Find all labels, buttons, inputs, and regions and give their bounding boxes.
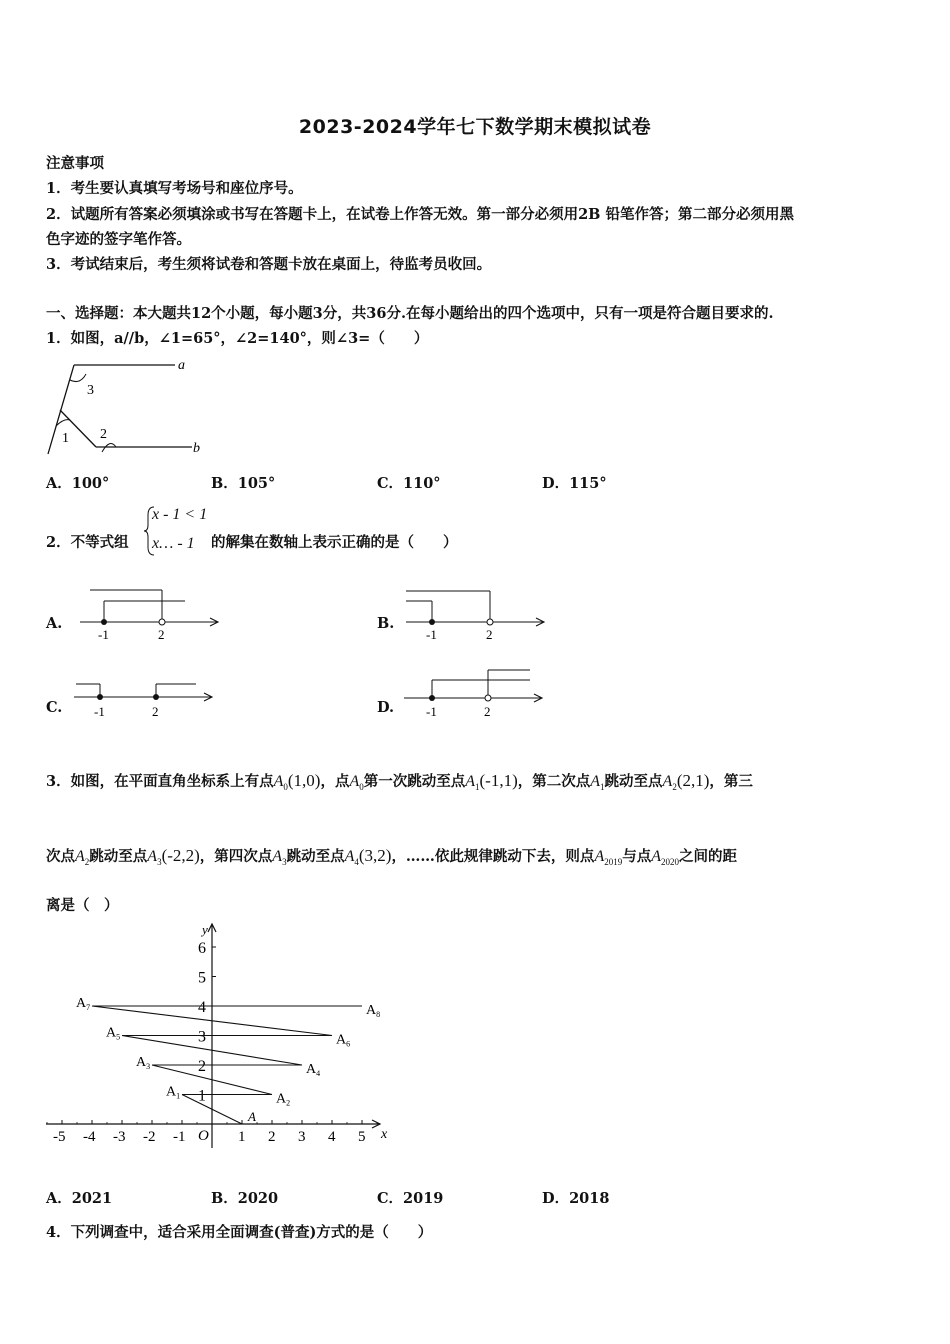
x-tick-label: 5	[358, 1129, 366, 1145]
q2-number-line-c	[70, 672, 230, 728]
x-tick-label: -4	[83, 1129, 96, 1145]
tick-left: -1	[426, 627, 437, 642]
tick-right: 2	[152, 704, 159, 719]
q2-option-b-label[interactable]: B.	[377, 615, 395, 632]
q3-line3: 离是（ ）	[46, 897, 119, 914]
tick-right: 2	[484, 704, 491, 719]
solid-point-left	[97, 694, 103, 700]
A3-coord: (-2,2)	[161, 846, 200, 865]
q3-line2: 次点$A_2$跳动至点$A_3(-2,2)$，第四次点$A_3$跳动至点$A_4(3,2)$，……依此规律跳动下去，则点$A_{2019}$与点$A_{2020}$之间的距	[46, 846, 737, 868]
y-tick-label: 3	[198, 1028, 206, 1046]
solid-point-right	[153, 694, 159, 700]
label-1: 1	[62, 431, 69, 446]
q2-option-a-label[interactable]: A.	[46, 615, 63, 632]
q1-option-b[interactable]: B．105°	[211, 475, 276, 492]
A1-coord: (-1,1)	[479, 771, 518, 790]
label-b: b	[193, 441, 200, 456]
q3-option-b[interactable]: B．2020	[211, 1190, 279, 1207]
solid-point	[429, 695, 435, 701]
notice-heading: 注意事项	[46, 155, 104, 172]
q2-inequality-1: x - 1 < 1	[152, 506, 208, 523]
x-tick-label: -1	[173, 1129, 186, 1145]
point-label-A5: $A_5$	[106, 1025, 121, 1042]
point-label-A3: $A_3$	[136, 1055, 151, 1071]
notice-item-2: 2．试题所有答案必须填涂或书写在答题卡上，在试卷上作答无效。第一部分必须用2B 铅笔作答；第二部分必须用黑	[46, 206, 794, 223]
A2-coord: (2,1)	[676, 771, 710, 790]
tick-right: 2	[158, 627, 165, 642]
y-tick-label: 2	[198, 1058, 206, 1075]
x-tick-label: 3	[298, 1129, 306, 1145]
notice-item-2-cont: 色字迹的签字笔作答。	[46, 231, 191, 248]
point-label-A1: $A_1$	[166, 1084, 181, 1101]
angle-3-arc	[70, 374, 86, 382]
q2-suffix: 的解集在数轴上表示正确的是（ ）	[211, 534, 458, 551]
hollow-point	[485, 695, 491, 701]
y-tick-label: 5	[198, 969, 206, 987]
q2-option-d-label[interactable]: D.	[377, 699, 395, 716]
point-label-A8: $A_8$	[366, 1003, 381, 1019]
q1-figure	[40, 352, 220, 464]
tick-left: -1	[94, 704, 105, 719]
q2-prefix: 2．不等式组	[46, 534, 129, 551]
point-label-A4: $A_4$	[306, 1062, 321, 1078]
tick-left: -1	[98, 627, 109, 642]
x-tick-label: -2	[143, 1129, 156, 1145]
q3-coordinate-figure	[40, 918, 400, 1154]
y-tick-label: 1	[198, 1087, 206, 1105]
q1-option-d[interactable]: D．115°	[542, 475, 607, 492]
tick-left: -1	[426, 704, 437, 719]
solid-point	[101, 619, 107, 625]
origin-label: O	[198, 1128, 209, 1144]
q4-stem: 4．下列调查中，适合采用全面调查(普查)方式的是（ ）	[46, 1224, 433, 1241]
tick-right: 2	[486, 627, 493, 642]
transversal-1	[48, 365, 74, 454]
hollow-point	[159, 619, 165, 625]
point-label-A7: $A_7$	[76, 996, 91, 1012]
q1-option-a[interactable]: A．100°	[46, 475, 110, 492]
x-axis-label: x	[381, 1127, 388, 1142]
solid-point	[429, 619, 435, 625]
x-tick-label: -5	[53, 1129, 66, 1145]
q1-stem: 1．如图，a//b，∠1=65°，∠2=140°，则∠3=（ ）	[46, 330, 429, 347]
x-tick-label: 1	[238, 1129, 246, 1145]
page-title: 2023-2024学年七下数学期末模拟试卷	[298, 116, 652, 138]
A0-coord: (1,0)	[287, 771, 321, 790]
y-axis-label: y	[202, 922, 208, 937]
x-tick-label: 4	[328, 1129, 336, 1145]
point-label-A2: $A_2$	[276, 1091, 291, 1108]
q2-number-line-a	[70, 585, 230, 645]
label-3: 3	[87, 383, 94, 398]
y-tick-label: 4	[198, 999, 206, 1016]
point-label-A: A	[248, 1109, 256, 1124]
q1-option-c[interactable]: C．110°	[377, 475, 441, 492]
x-tick-label: 2	[268, 1129, 276, 1145]
y-tick-label: 6	[198, 940, 206, 957]
point-label-A6: $A_6$	[336, 1032, 351, 1049]
section-1-heading: 一、选择题：本大题共12个小题，每小题3分，共36分.在每小题给出的四个选项中，只有一项是符合题目要求的.	[46, 305, 774, 322]
notice-item-3: 3．考试结束后，考生须将试卷和答题卡放在桌面上，待监考员收回。	[46, 256, 492, 273]
q3-option-c[interactable]: C．2019	[377, 1190, 444, 1207]
q3-option-a[interactable]: A．2021	[46, 1190, 113, 1207]
q3-option-d[interactable]: D．2018	[542, 1190, 610, 1207]
q2-number-line-d	[396, 664, 556, 726]
q2-inequality-2: x… - 1	[152, 535, 195, 552]
point-A0: $A_0$	[273, 773, 288, 793]
q2-option-c-label[interactable]: C.	[46, 699, 63, 716]
notice-item-1: 1．考生要认真填写考场号和座位序号。	[46, 180, 303, 197]
angle-2-arc	[102, 443, 116, 452]
q2-number-line-b	[396, 585, 556, 645]
x-tick-label: -3	[113, 1129, 126, 1145]
label-2: 2	[100, 427, 107, 442]
A4-coord: (3,2)	[358, 846, 392, 865]
label-a: a	[178, 358, 185, 373]
hollow-point	[487, 619, 493, 625]
q3-line1: 3．如图，在平面直角坐标系上有点$A_0(1,0)$，点$A_0$第一次跳动至点$A_1(-1,1)$，第二次点$A_1$跳动至点$A_2(2,1)$，第三	[46, 771, 753, 793]
